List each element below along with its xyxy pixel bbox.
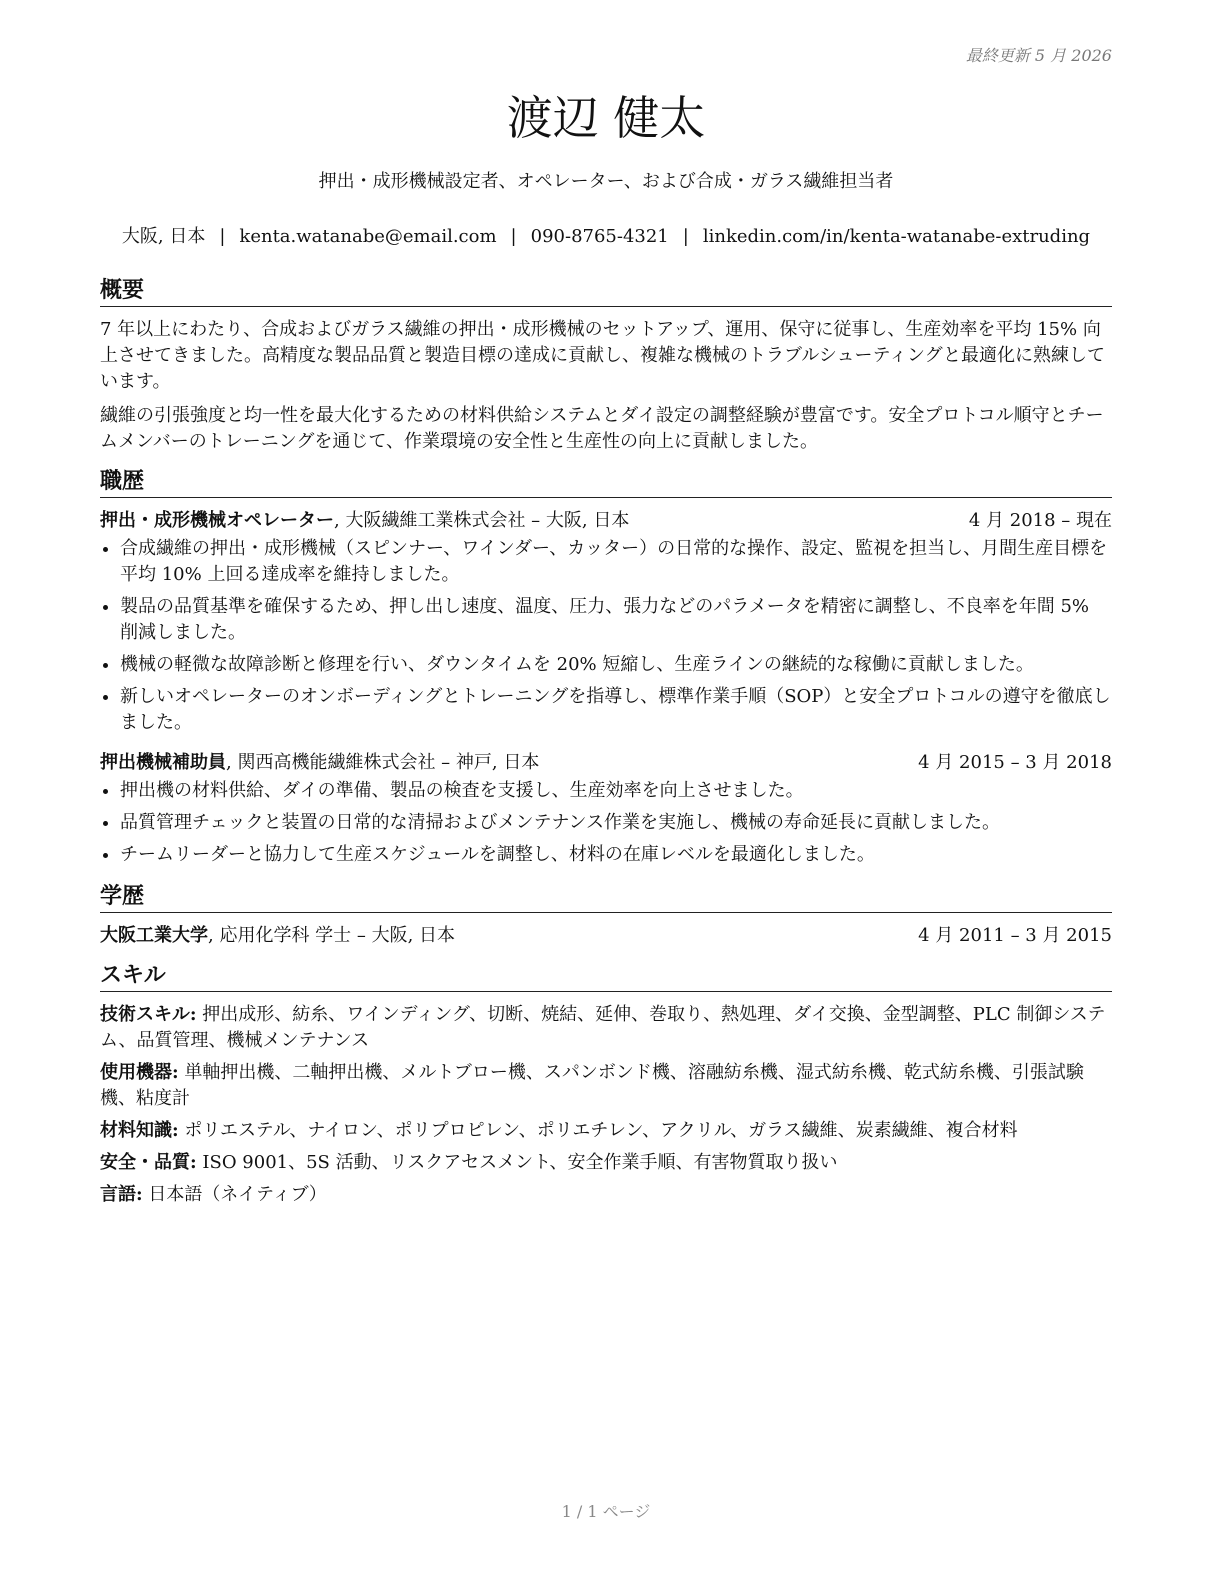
job-header bbox=[100, 750, 1112, 776]
skill-value: 押出成形、紡糸、ワインディング、切断、焼結、延伸、巻取り、熱処理、ダイ交換、金型調整、PLC 制御システム、品質管理、機械メンテナンス bbox=[100, 1004, 1106, 1051]
list-item: • 製品の品質基準を確保するため、押し出し速度、温度、圧力、張力などのパラメータを精密に調整し、不良率を年間 5% 削減しました。 bbox=[120, 594, 1112, 646]
job-entry bbox=[100, 508, 1112, 736]
job-dates: 4 月 2015 – 3 月 2018 bbox=[918, 752, 1112, 773]
summary-paragraph: 7 年以上にわたり、合成およびガラス繊維の押出・成形機械のセットアップ、運用、保守に従事し、生産効率を平均 15% 向上させてきました。高精度な製品品質と製造目標の達成に貢献し、複雑な機械のトラブルシューティングと最適化に熟練しています。 bbox=[100, 319, 1106, 392]
list-item: • 機械の軽微な故障診断と修理を行い、ダウンタイムを 20% 短縮し、生産ラインの継続的な稼働に貢献しました。 bbox=[120, 652, 1112, 678]
list-item: • 押出機の材料供給、ダイの準備、製品の検査を支援し、生産効率を向上させました。 bbox=[120, 778, 1112, 804]
skill-value: 日本語（ネイティブ） bbox=[142, 1184, 327, 1205]
skill-value: ポリエステル、ナイロン、ポリプロピレン、ポリエチレン、アクリル、ガラス繊維、炭素繊維、複合材料 bbox=[178, 1120, 1018, 1141]
skill-line bbox=[100, 1182, 1112, 1208]
skill-line bbox=[100, 1150, 1112, 1176]
last-updated: 最終更新 5 月 2026 bbox=[965, 46, 1112, 65]
resume-page bbox=[100, 0, 1112, 1584]
education-entry bbox=[100, 923, 1112, 949]
skills-section bbox=[100, 961, 1112, 1208]
job-entry bbox=[100, 750, 1112, 868]
job-dates: 4 月 2018 – 現在 bbox=[968, 510, 1112, 531]
skill-label: 安全・品質: bbox=[100, 1152, 197, 1173]
list-item: • チームリーダーと協力して生産スケジュールを調整し、材料の在庫レベルを最適化しました。 bbox=[120, 842, 1112, 868]
contact-phone[interactable]: 090-8765-4321 bbox=[530, 226, 669, 247]
contact-email[interactable]: kenta.watanabe@email.com bbox=[239, 226, 497, 247]
school-name: 大阪工業大学 bbox=[100, 925, 208, 946]
headline: 押出・成形機械設定者、オペレーター、および合成・ガラス繊維担当者 bbox=[318, 171, 894, 192]
summary-section bbox=[100, 276, 1112, 455]
contact-separator: | bbox=[219, 226, 226, 247]
resume-content bbox=[100, 276, 1112, 1220]
contact-location: 大阪, 日本 bbox=[121, 226, 206, 247]
job-header bbox=[100, 508, 1112, 534]
candidate-name: 渡辺 健太 bbox=[506, 91, 706, 145]
list-item: • 品質管理チェックと装置の日常的な清掃およびメンテナンス作業を実施し、機械の寿命延長に貢献しました。 bbox=[120, 810, 1112, 836]
page-indicator: 1 / 1 ページ bbox=[561, 1502, 651, 1521]
skill-value: 単軸押出機、二軸押出機、メルトブロー機、スパンボンド機、溶融紡糸機、湿式紡糸機、乾式紡糸機、引張試験機、粘度計 bbox=[100, 1062, 1084, 1109]
experience-heading: 職歴 bbox=[100, 467, 1112, 498]
skill-label: 技術スキル: bbox=[100, 1004, 197, 1025]
skill-label: 使用機器: bbox=[100, 1062, 179, 1083]
education-dates: 4 月 2011 – 3 月 2015 bbox=[918, 925, 1112, 946]
job-title-line bbox=[100, 750, 539, 776]
skill-line bbox=[100, 1118, 1112, 1144]
skill-line bbox=[100, 1060, 1112, 1112]
skill-label: 材料知識: bbox=[100, 1120, 179, 1141]
job-org: , 関西高機能繊維株式会社 – 神戸, 日本 bbox=[226, 752, 540, 773]
job-title: 押出機械補助員 bbox=[100, 752, 226, 773]
contact-separator: | bbox=[510, 226, 517, 247]
education-heading: 学歴 bbox=[100, 882, 1112, 913]
summary-heading: 概要 bbox=[100, 276, 1112, 307]
skill-value: ISO 9001、5S 活動、リスクアセスメント、安全作業手順、有害物質取り扱い bbox=[196, 1152, 838, 1173]
job-bullets bbox=[100, 778, 1112, 868]
skill-line bbox=[100, 1002, 1112, 1054]
list-item: • 合成繊維の押出・成形機械（スピンナー、ワインダー、カッター）の日常的な操作、設定、監視を担当し、月間生産目標を平均 10% 上回る達成率を維持しました。 bbox=[120, 536, 1112, 588]
contact-separator: | bbox=[682, 226, 689, 247]
list-item: • 新しいオペレーターのオンボーディングとトレーニングを指導し、標準作業手順（SOP）と安全プロトコルの遵守を徹底しました。 bbox=[120, 684, 1112, 736]
summary-paragraph: 繊維の引張強度と均一性を最大化するための材料供給システムとダイ設定の調整経験が豊富です。安全プロトコル順守とチームメンバーのトレーニングを通じて、作業環境の安全性と生産性の向上に貢献しました。 bbox=[100, 405, 1104, 452]
job-org: , 大阪繊維工業株式会社 – 大阪, 日本 bbox=[334, 510, 630, 531]
job-title: 押出・成形機械オペレーター bbox=[100, 510, 334, 531]
contact-linkedin[interactable]: linkedin.com/in/kenta-watanabe-extruding bbox=[702, 226, 1091, 247]
experience-section bbox=[100, 467, 1112, 868]
skill-label: 言語: bbox=[100, 1184, 143, 1205]
contact-line bbox=[100, 223, 1112, 251]
skills-heading: スキル bbox=[100, 961, 1112, 992]
education-detail: , 応用化学科 学士 – 大阪, 日本 bbox=[208, 925, 456, 946]
education-section bbox=[100, 882, 1112, 949]
job-title-line bbox=[100, 508, 629, 534]
education-line bbox=[100, 923, 455, 949]
job-bullets bbox=[100, 536, 1112, 736]
